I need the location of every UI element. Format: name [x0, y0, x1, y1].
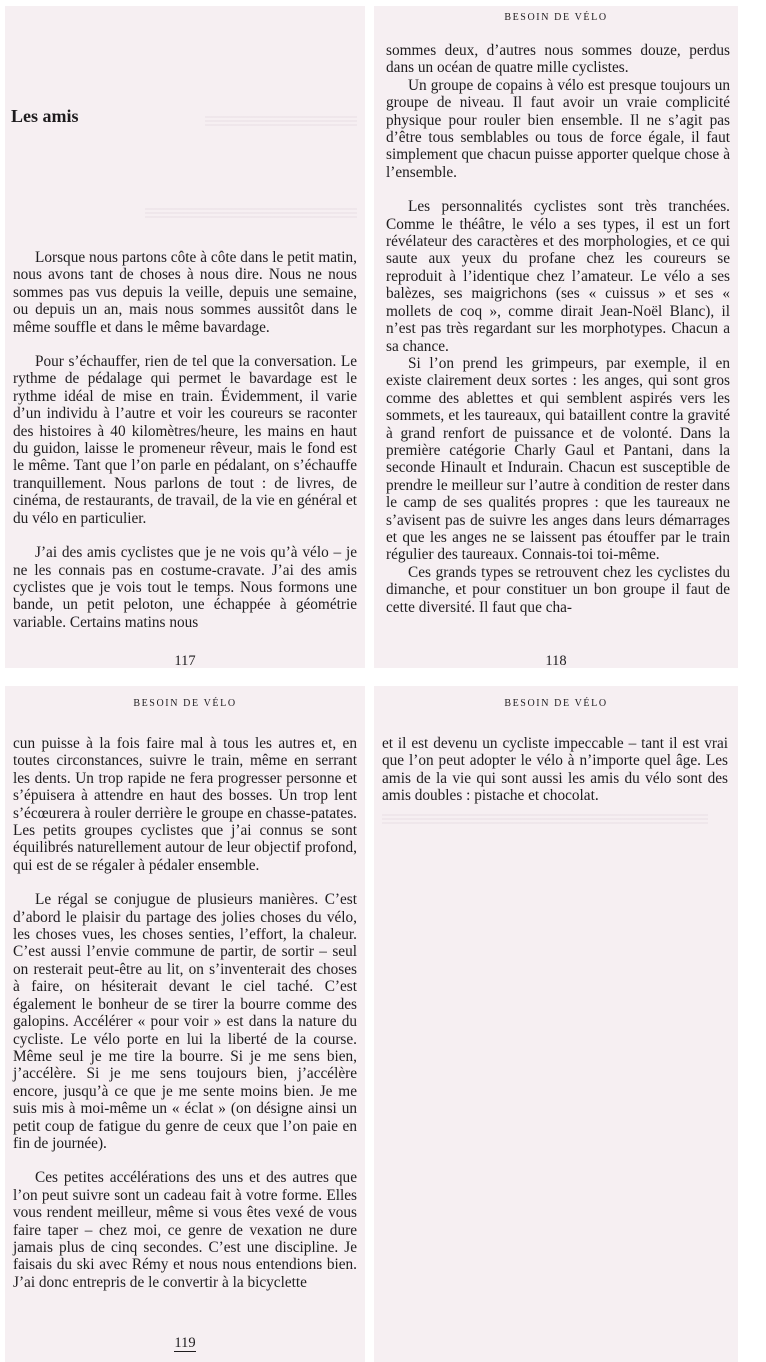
body-text: [386, 42, 730, 616]
chapter-title: Les amis: [11, 106, 79, 126]
page-119: [5, 686, 365, 1362]
paragraph: Si l’on prend les grimpeurs, par exemple, il en existe clairement deux sortes : les anges, qui sont gros comme des ablettes et qui semblent aspirés vers les sommets, et les taureaux, qui bataillent contre la gravité à grand renfort de puissance et de volonté. Dans la première catégorie Charly Gaul et Pantani, dans la seconde Hinault et Indurain. Chacun est susceptible de prendre le meilleur sur l’autre à condition de rester dans le camp de ses qualités propres : que les taureaux ne s’avisent pas de suivre les anges dans leurs démarrages et que les anges ne se laissent pas étouffer par le train régulier des taureaux. Connais-toi toi-même.: [386, 354, 730, 564]
running-head: BESOIN DE VÉLO: [504, 12, 608, 23]
paragraph: et il est devenu un cycliste impeccable – tant il est vrai que l’on peut adopter le vélo à n’importe quel âge. Les amis de la vie qui sont aussi les amis du vélo sont des amis doubles : pistache et chocolat.: [382, 735, 728, 805]
running-head: BESOIN DE VÉLO: [504, 698, 608, 709]
page-number: 117: [174, 653, 196, 668]
paragraph: Ces petites accélérations des uns et des autres que l’on peut suivre sont un cadeau fait à votre forme. Elles vous rendent meilleur, même si vous êtes vexé de vous faire taper – chez moi, ce genre de vexation ne dure jamais plus de cinq secondes. C’est une discipline. Je faisais du ski avec Rémy et nous nous entendions bien. J’ai donc entrepris de le convertir à la bicyclette: [13, 1169, 357, 1291]
page-120: [374, 686, 738, 1362]
body-text: [382, 735, 728, 805]
show-through: [205, 114, 357, 128]
body-text: [13, 249, 357, 631]
show-through: [145, 206, 357, 220]
page-118: [374, 6, 738, 668]
show-through: [382, 812, 708, 826]
paragraph: Un groupe de copains à vélo est presque toujours un groupe de niveau. Il faut avoir un vraie complicité physique pour rouler bien ensemble. Il ne s’agit pas d’être tous semblables ou tous de force égale, il faut simplement que chacun puisse apporter quelque chose à l’ensemble.: [386, 76, 730, 181]
paragraph: Le régal se conjugue de plusieurs manières. C’est d’abord le plaisir du partage des jolies choses du vélo, les choses vues, les choses senties, l’effort, la chaleur. C’est aussi l’envie commune de partir, de sortir – seul on resterait peut-être au lit, on s’inventerait des choses à faire, on hésiterait devant le ciel taché. C’est également le bonheur de se tirer la bourre comme des galopins. Accélérer « pour voir » est dans la nature du cycliste. Le vélo porte en lui la liberté de la course. Même seul je me tire la bourre. Si je me sens bien, j’accélère. Si je me sens toujours bien, j’accélère encore, jusqu’à ce que je me sente moins bien. Je me suis mis à moi-même un « éclat » (on désigne ainsi un petit coup de fatigue du genre de ceux que l’on paie en fin de journée).: [13, 891, 357, 1152]
paragraph: Lorsque nous partons côte à côte dans le petit matin, nous avons tant de choses à nous dire. Nous ne nous sommes pas vus depuis la veille, depuis une semaine, ou depuis un an, mais nous sommes aussitôt dans le même souffle et dans le même bavardage.: [13, 249, 357, 336]
paragraph: J’ai des amis cyclistes que je ne vois qu’à vélo – je ne les connais pas en costume-cravate. J’ai des amis cyclistes que je vois tout le temps. Nous formons une bande, un petit peloton, une échappée à géométrie variable. Certains matins nous: [13, 544, 357, 631]
paragraph: Les personnalités cyclistes sont très tranchées. Comme le théâtre, le vélo a ses types, il est un fort révélateur des caractères et des morphologies, et ce qui saute aux yeux du profane chez les coureurs se reproduit à l’identique chez l’amateur. Le vélo a ses balèzes, ses maigrichons (ses « cuissus » et ses « mollets de coq », comme dirait Jean-Noël Blanc), il n’est pas très regardant sur les morphotypes. Chacun a sa chance.: [386, 198, 730, 355]
paragraph: Pour s’échauffer, rien de tel que la conversation. Le rythme de pédalage qui permet le bavardage est le rythme idéal de mise en train. Évidemment, il varie d’un individu à l’autre et voir les coureurs se raconter des histoires à 40 kilomètres/heure, les mains en haut du guidon, laisse le promeneur rêveur, mais le fond est le même. Tant que l’on parle en pédalant, on s’échauffe tranquillement. Nous parlons de tout : de livres, de cinéma, de restaurants, de travail, de la vie en général et du vélo en particulier.: [13, 353, 357, 527]
page-117: [5, 6, 365, 668]
paragraph: Ces grands types se retrouvent chez les cyclistes du dimanche, et pour constituer un bon groupe il faut de cette diversité. Il faut que cha-: [386, 563, 730, 616]
paragraph: sommes deux, d’autres nous sommes douze, perdus dans un océan de quatre mille cyclistes.: [386, 42, 730, 77]
running-head: BESOIN DE VÉLO: [133, 698, 237, 709]
page-number: 118: [545, 653, 567, 668]
paragraph: cun puisse à la fois faire mal à tous les autres et, en toutes circonstances, suivre le train, même en serrant les dents. Un trop rapide ne fera progresser personne et s’épuisera à attendre en haut des bosses. Un trop lent s’écœurera à rouler derrière le groupe en chasse-patates. Les petits groupes cyclistes que j’ai connus se sont équilibrés naturellement autour de leur objectif profond, qui est de se régaler à pédaler ensemble.: [13, 735, 357, 874]
page-number: 119: [174, 1335, 196, 1351]
body-text: [13, 735, 357, 1291]
